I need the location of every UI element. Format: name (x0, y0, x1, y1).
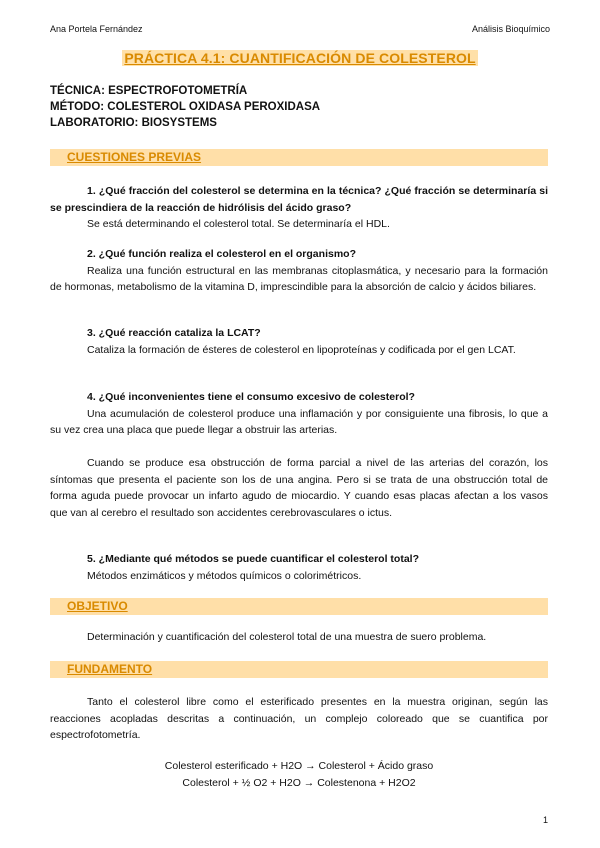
fundamento-text: Tanto el colesterol libre como el esterificado presentes en la muestra originan, según las reacciones acopladas descritas a continuación, un complejo coloreado que se cuantifica por espectrofotometría. (50, 696, 548, 741)
question-1 (50, 183, 548, 233)
section-cuestiones-bar (50, 149, 548, 166)
section-cuestiones-heading: CUESTIONES PREVIAS (67, 150, 202, 164)
question-4 (50, 389, 548, 439)
section-objetivo-heading: OBJETIVO (67, 599, 128, 613)
page-number: 1 (542, 815, 548, 825)
question-4-text: 4. ¿Qué inconvenientes tiene el consumo excesivo de colesterol? (87, 391, 415, 403)
question-2 (50, 246, 548, 296)
reaction-2: Colesterol + ½ O2 + H2O → Colestenona + H2O2 (182, 776, 416, 789)
answer-5-text: Métodos enzimáticos y métodos químicos o colorimétricos. (87, 569, 362, 582)
fundamento-block (50, 694, 548, 744)
reactions-block (50, 758, 548, 791)
answer-4-text-2: Cuando se produce esa obstrucción de forma parcial a nivel de las arterias del corazón, los síntomas que presenta el paciente son los de una angina. Pero si se trata de una obstrucción total de forma aguda puede provocar un infarto agudo de miocardio. Y cuando esas placas afectan a los vasos que van al cerebro el resultado son accidentes cerebrovasculares o ictus. (50, 457, 548, 519)
page-title: PRÁCTICA 4.1: CUANTIFICACIÓN DE COLESTEROL (124, 50, 476, 66)
meta-tecnica: TÉCNICA: ESPECTROFOTOMETRÍA (50, 85, 248, 97)
header-author: Ana Portela Fernández (50, 24, 143, 34)
section-fundamento-heading: FUNDAMENTO (67, 662, 153, 676)
answer-4-text-1: Una acumulación de colesterol produce una inflamación y por consiguiente una fibrosis, lo que a su vez crea una placa que puede llegar a obstruir las arterias. (50, 407, 548, 436)
answer-2-text: Realiza una función estructural en las membranas citoplasmática, y necesario para la formación de hormonas, metabolismo de la vitamina D, imprescindible para la absorción de calcio y ácidos biliares. (50, 264, 548, 293)
answer-3-text: Cataliza la formación de ésteres de colesterol en lipoproteínas y codificada por el gen LCAT. (87, 343, 516, 356)
question-2-text: 2. ¿Qué función realiza el colesterol en el organismo? (87, 248, 356, 260)
objetivo-text: Determinación y cuantificación del colesterol total de una muestra de suero problema. (87, 631, 487, 643)
reaction-1: Colesterol esterificado + H2O → Colesterol + Ácido graso (164, 760, 434, 772)
meta-block (50, 83, 320, 131)
question-4-continued (50, 455, 548, 521)
question-1-text: 1. ¿Qué fracción del colesterol se determina en la técnica? ¿Qué fracción se determinaría si se prescindiera de la reacción de hidrólisis del ácido graso? (50, 185, 548, 214)
section-objetivo-bar (50, 598, 548, 615)
question-3 (50, 325, 548, 358)
section-fundamento-bar (50, 661, 548, 678)
question-5-text: 5. ¿Mediante qué métodos se puede cuantificar el colesterol total? (87, 553, 419, 565)
title-wrap (50, 50, 550, 68)
question-3-text: 3. ¿Qué reacción cataliza la LCAT? (87, 327, 261, 339)
header-subject: Análisis Bioquímico (471, 24, 550, 34)
answer-1-text: Se está determinando el colesterol total. Se determinaría el HDL. (87, 218, 390, 230)
question-5 (50, 551, 548, 584)
meta-metodo: MÉTODO: COLESTEROL OXIDASA PEROXIDASA (50, 101, 321, 113)
meta-laboratorio: LABORATORIO: BIOSYSTEMS (50, 117, 217, 129)
objetivo-block (50, 629, 548, 646)
